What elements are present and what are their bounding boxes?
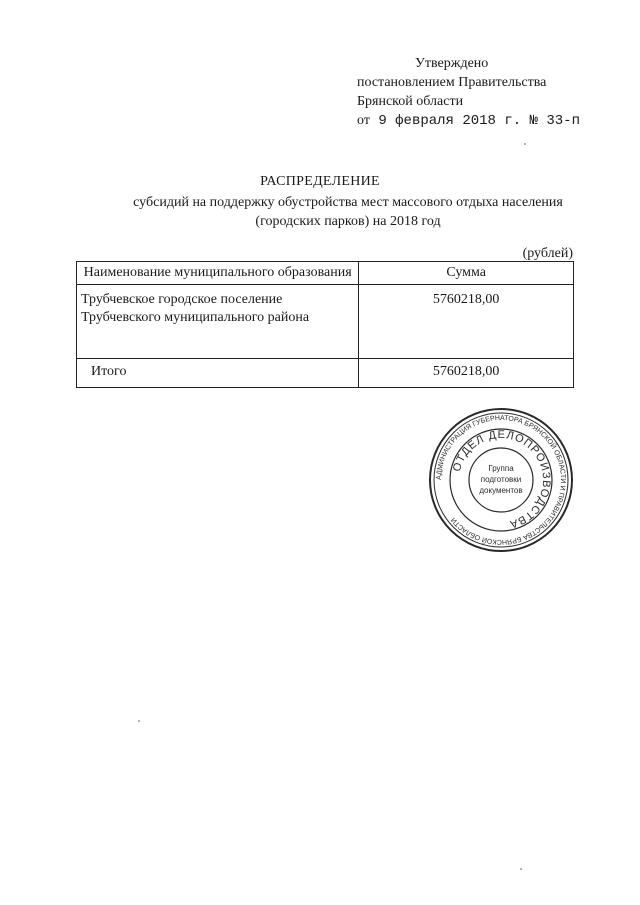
scan-speck xyxy=(524,143,526,145)
table-row xyxy=(77,285,574,359)
approval-heading: Утверждено xyxy=(415,56,489,71)
approval-resolution: постановлением Правительства xyxy=(357,75,547,90)
table-total-row xyxy=(77,359,574,388)
header-municipality: Наименование муниципального образования xyxy=(77,262,359,285)
row-amount: 5760218,00 xyxy=(359,285,574,359)
stamp-center-line-2: подготовки xyxy=(480,475,522,484)
total-amount: 5760218,00 xyxy=(359,359,574,388)
units-label: (рублей) xyxy=(522,246,573,261)
document-title: РАСПРЕДЕЛЕНИЕ xyxy=(260,174,380,189)
table-header-row xyxy=(77,262,574,285)
subtitle-line-2: (городских парков) на 2018 год xyxy=(255,214,441,229)
date-value: 9 февраля 2018 г. № 33-п xyxy=(369,113,580,129)
approval-block xyxy=(357,54,580,131)
scan-speck xyxy=(138,720,140,722)
subtitle-line-1: субсидий на поддержку обустройства мест массового отдыха населения xyxy=(133,195,563,210)
stamp-outer-text: АДМИНИСТРАЦИЯ ГУБЕРНАТОРА БРЯНСКОЙ ОБЛАСТИ И ПРАВИТЕЛЬСТВА БРЯНСКОЙ ОБЛАСТИ xyxy=(435,414,567,546)
total-label: Итого xyxy=(77,359,359,388)
header-amount: Сумма xyxy=(359,262,574,285)
document-subtitle xyxy=(88,193,608,231)
stamp-ring-text: ОТДЕЛ ДЕЛОПРОИЗВОДСТВА xyxy=(450,428,553,531)
approval-region: Брянской области xyxy=(357,94,464,109)
scan-speck xyxy=(520,868,522,870)
date-prefix: от xyxy=(357,113,370,128)
approval-date-line xyxy=(357,111,580,131)
stamp-center-line-3: документов xyxy=(479,486,523,495)
stamp-center-line-1: Группа xyxy=(488,464,514,473)
subsidy-table xyxy=(76,261,574,388)
office-stamp xyxy=(428,407,574,553)
row-municipality: Трубчевское городское поселение Трубчевского муниципального района xyxy=(77,285,359,359)
